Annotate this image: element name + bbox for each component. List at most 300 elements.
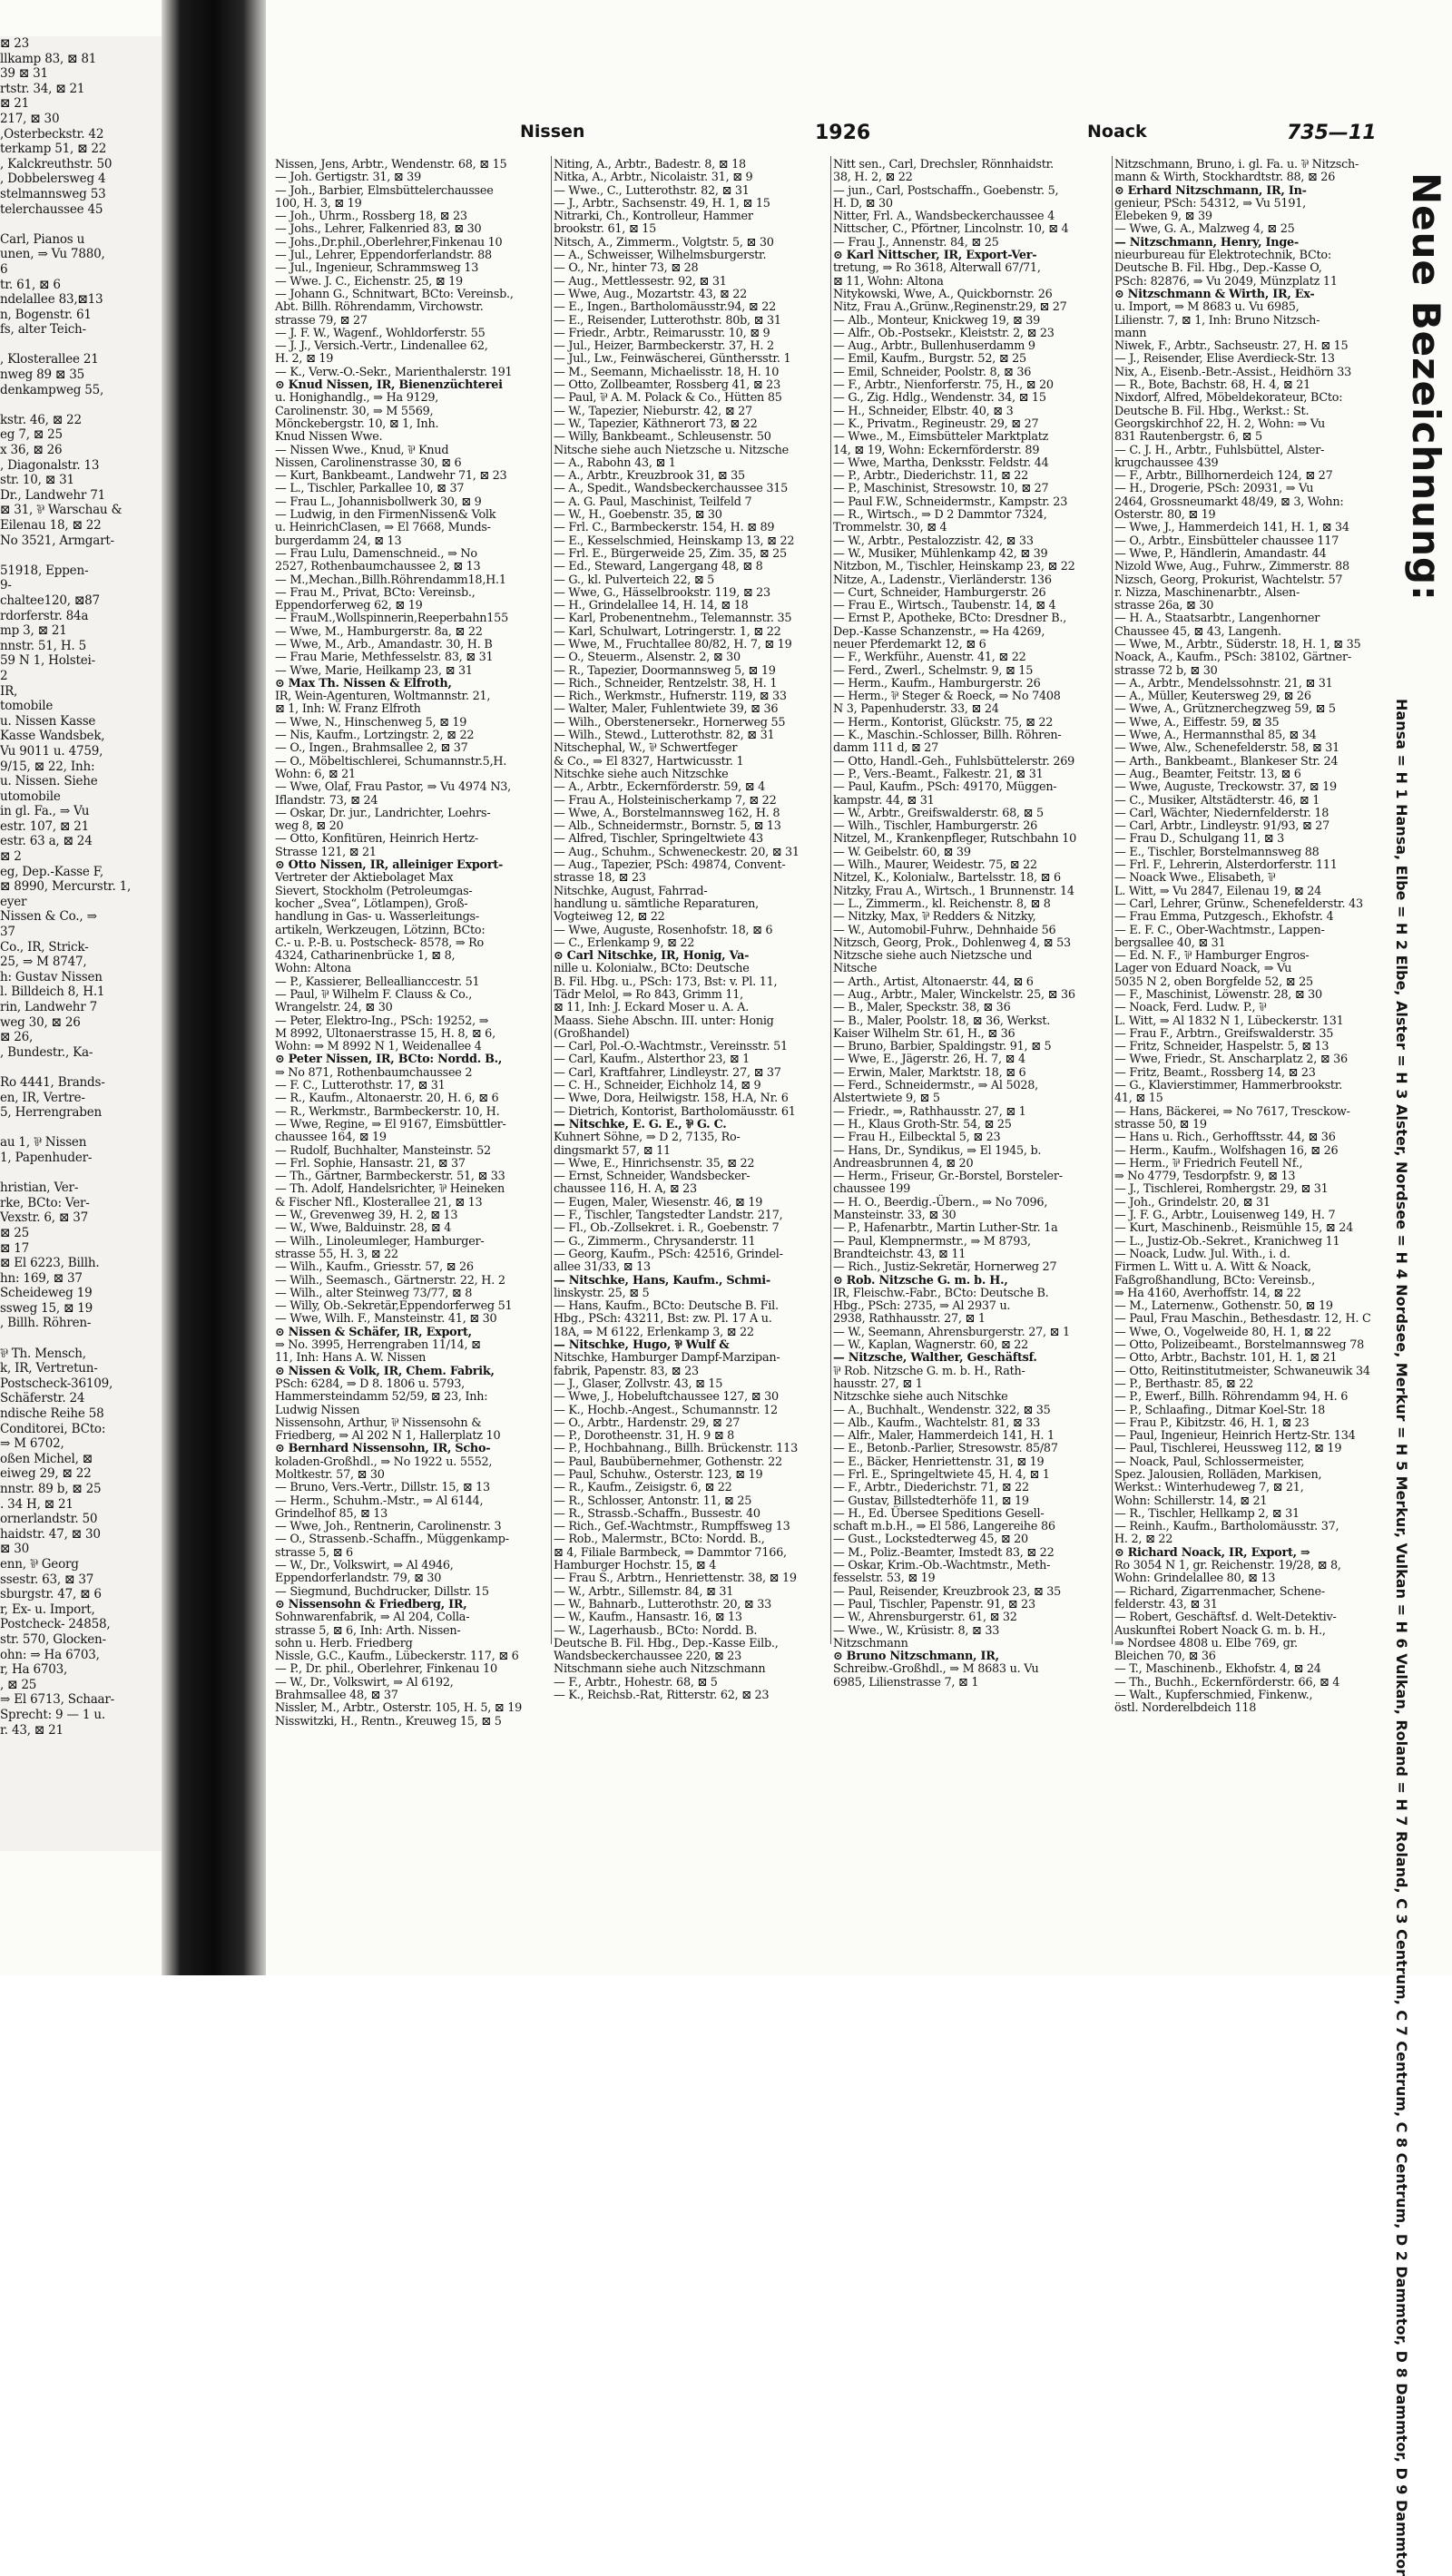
directory-entry-line: & Fischer Nfl., Klosterallee 21, ⊠ 13: [275, 1195, 483, 1210]
previous-page-line: chaltee120, ⊠87: [0, 593, 100, 608]
previous-page-line: Scheideweg 19: [0, 1286, 93, 1301]
directory-entry-line: — Herm., Friseur, Gr.-Borstel, Borsteler-: [833, 1170, 1063, 1184]
directory-entry-line: — Noack, Ferd. Ludw. P., ⅌: [1114, 1001, 1267, 1015]
previous-page-line: Kasse Wandsbek,: [0, 729, 105, 744]
directory-entry-line: — Alfr., Ob.-Postsekr., Kleiststr. 2, ⊠ 23: [833, 326, 1055, 340]
previous-page-line: rke, BCto: Ver-: [0, 1195, 90, 1210]
previous-page-line: denkampweg 55,: [0, 382, 104, 397]
previous-page-line: Vu 9011 u. 4759,: [0, 743, 103, 759]
previous-page-line: [0, 548, 162, 563]
previous-page-line: 39 ⊠ 31: [0, 66, 48, 82]
directory-entry-line: fabrik, Papenstr. 83, ⊠ 23: [554, 1364, 699, 1378]
directory-entry-line: — Joh., Barbier, Elmsbüttelerchaussee: [275, 183, 494, 198]
directory-entry-line: Nitschke, August, Fahrrad-: [554, 884, 708, 898]
previous-page-line: ⇒ El 6713, Schaar-: [0, 1692, 115, 1708]
directory-entry-line: — F., Arbtr., Diederichstr. 71, ⊠ 22: [833, 1481, 1029, 1495]
book-gutter: [162, 0, 266, 1975]
directory-entry-line: ⅌ Rob. Nitzsche G. m. b. H., Rath-: [833, 1364, 1025, 1378]
directory-entry-line: tretung, ⇒ Ro 3618, Alterwall 67/71,: [833, 261, 1041, 276]
directory-entry-line: strasse 5, ⊠ 6, Inh: Arth. Nissen-: [275, 1623, 461, 1638]
directory-entry-line: — Walt., Kupferschmied, Finkenw.,: [1114, 1689, 1313, 1703]
directory-entry-line: Georgskirchhof 22, H. 2, Wohn: ⇒ Vu: [1114, 416, 1326, 431]
previous-page-line: nnstr. 89 b, ⊠ 25: [0, 1482, 102, 1496]
directory-entry-line: — L., Zimmerm., kl. Reichenstr. 8, ⊠ 8: [833, 896, 1051, 911]
directory-entry-line: — Joh., Uhrm., Rossberg 18, ⊠ 23: [275, 210, 467, 224]
directory-entry-line: — Herm., ⅌ Steger & Roeck, ⇒ No 7408: [833, 690, 1061, 704]
previous-page-line: 37: [0, 925, 15, 940]
directory-entry-line: — E., Reisender, Lutterothstr. 80b, ⊠ 31: [554, 313, 781, 328]
directory-entry-line: chaussee 116, H. A, ⊠ 23: [554, 1182, 697, 1197]
directory-entry-line: — Otto, Reitinstitutmeister, Schwaneuwik 34: [1114, 1364, 1370, 1378]
directory-entry-line: — Karl, Schulwart, Lotringerstr. 1, ⊠ 22: [554, 624, 781, 639]
directory-entry-line: 41, ⊠ 15: [1114, 1092, 1163, 1106]
directory-entry-line: Nitze, A., Ladenstr., Vierländerstr. 136: [833, 573, 1052, 587]
directory-entry-line: — Hans, Kaufm., BCto: Deutsche B. Fil.: [554, 1299, 779, 1314]
directory-entry-line: 2464, Grossneumarkt 48/49, ⊠ 3, Wohn:: [1114, 495, 1344, 509]
directory-entry-line: Sievert, Stockholm (Petroleumgas-: [275, 884, 473, 898]
directory-entry-line: — H. A., Staatsarbtr., Langenhorner: [1114, 612, 1320, 626]
previous-page-line: Co., IR, Strick-: [0, 939, 89, 955]
directory-entry-line: — Paul, Reisender, Kreuzbrook 23, ⊠ 35: [833, 1584, 1062, 1599]
directory-entry-line: — Th., Gärtner, Barmbeckerstr. 51, ⊠ 33: [275, 1170, 505, 1184]
directory-entry-line: Nitzbon, M., Tischler, Heinskamp 23, ⊠ 22: [833, 560, 1075, 574]
previous-page-line: 5, Herrengraben: [0, 1105, 102, 1121]
directory-entry-line: Hbg., PSch: 43211, Bst: zw. Pl. 17 A u.: [554, 1312, 772, 1327]
directory-entry-line: Hammersteindamm 52/59, ⊠ 23, Inh:: [275, 1390, 488, 1405]
directory-entry-line: Hbg., PSch: 2735, ⇒ Al 2937 u.: [833, 1299, 1011, 1314]
directory-entry-line: — Arth., Bankbeamt., Blankeser Str. 24: [1114, 754, 1339, 769]
directory-entry-line: — Willy, Ob.-Sekretär,Eppendorferweg 51: [275, 1299, 513, 1314]
directory-entry-line: — J., Glaser, Zollvstr. 43, ⊠ 15: [554, 1376, 723, 1391]
directory-entry-line: — W., Arbtr., Pestalozzistr. 42, ⊠ 33: [833, 534, 1034, 548]
directory-entry-line: brookstr. 61, ⊠ 15: [554, 222, 657, 237]
directory-entry-line: ⊙ Knud Nissen, IR, Bienenzüchterei: [275, 378, 503, 393]
directory-entry-line: Wohn: ⇒ M 8992 N 1, Weidenallee 4: [275, 1040, 482, 1054]
directory-entry-line: 2527, Rothenbaumchaussee 2, ⊠ 13: [275, 560, 481, 574]
directory-entry-line: — Frl. C., Barmbeckerstr. 154, H. ⊠ 89: [554, 521, 775, 535]
directory-entry-line: — W., Wwe, Balduinstr. 28, ⊠ 4: [275, 1221, 452, 1236]
directory-entry-line: — R., Kaufm., Altonaerstr. 20, H. 6, ⊠ 6: [275, 1092, 499, 1106]
directory-entry-line: — Wwe, Joh., Rentnerin, Carolinenstr. 3: [275, 1520, 502, 1534]
previous-page-line: u. Nissen Kasse: [0, 713, 96, 729]
directory-entry-line: Nitschke, Hamburger Dampf-Marzipan-: [554, 1351, 780, 1366]
directory-entry-line: — P., Maschinist, Stresowstr. 10, ⊠ 27: [833, 482, 1049, 496]
previous-page-line: nnstr. 51, H. 5: [0, 638, 87, 653]
directory-entry-line: — Nitschke, Hugo, ⅌ Wulf &: [554, 1338, 730, 1353]
previous-page-line: [0, 397, 162, 413]
directory-entry-line: — R., Tischler, Hellkamp 2, ⊠ 31: [1114, 1506, 1300, 1521]
previous-page-line: ⊠ 2: [0, 849, 22, 865]
directory-entry-line: linskystr. 25, ⊠ 5: [554, 1286, 650, 1300]
directory-entry-line: ⇒ No 871, Rothenbaumchaussee 2: [275, 1065, 473, 1080]
previous-page-line: 25, ⇒ M 8747,: [0, 955, 87, 970]
directory-entry-line: — Otto, Arbtr., Bachstr. 101, H. 1, ⊠ 21: [1114, 1351, 1338, 1366]
directory-entry-line: — Willy, Bankbeamt., Schleusenstr. 50: [554, 430, 771, 445]
directory-entry-line: nille u. Kolonialw., BCto: Deutsche: [554, 962, 750, 976]
directory-entry-line: — H., Klaus Groth-Str. 54, ⊠ 25: [833, 1117, 1012, 1131]
directory-entry-line: Kaiser Wilhelm Str. 61, H., ⊠ 36: [833, 1026, 1015, 1041]
previous-page-line: stelmannsweg 53: [0, 186, 106, 201]
directory-entry-line: Deutsche B. Fil. Hbg., Dep.-Kasse O,: [1114, 261, 1322, 276]
directory-entry-line: Mönckebergstr. 10, ⊠ 1, Inh.: [275, 416, 439, 431]
previous-page-line: hristian, Ver-: [0, 1180, 79, 1196]
previous-page-line: r, Ha 6703,: [0, 1662, 68, 1678]
previous-page-line: ⊠ 31, ⅌ Warschau &: [0, 503, 123, 518]
previous-page-line: IR,: [0, 683, 18, 699]
directory-entry-line: — G., Zimmerm., Chrysanderstr. 11: [554, 1234, 756, 1249]
header-year: 1926: [815, 122, 871, 144]
directory-entry-line: Knud Nissen Wwe.: [275, 430, 383, 445]
directory-entry-line: — P., Hafenarbtr., Martin Luther-Str. 1a: [833, 1221, 1058, 1236]
directory-entry-line: — Frau J., Annenstr. 84, ⊠ 25: [833, 235, 999, 250]
previous-page-line: ⊠ 25: [0, 1225, 29, 1240]
directory-entry-line: u. Honighandlg., ⇒ Ha 9129,: [275, 391, 439, 406]
directory-entry-line: — Ludwig, in den FirmenNissen& Volk: [275, 508, 496, 523]
directory-entry-line: — P., Dr. phil., Oberlehrer, Finkenau 10: [275, 1662, 497, 1677]
directory-entry-line: — Siegmund, Buchdrucker, Dillstr. 15: [275, 1584, 489, 1599]
directory-entry-line: u. Import, ⇒ M 8683 u. Vu 6985,: [1114, 300, 1300, 315]
directory-entry-line: Nissle, G.C., Kaufm., Lübeckerstr. 117, ⊠ 6: [275, 1650, 519, 1664]
directory-entry-line: — Th. Adolf, Handelsrichter, ⅌ Heineken: [275, 1182, 505, 1197]
directory-entry-line: 2938, Rathhausstr. 27, ⊠ 1: [833, 1312, 986, 1327]
directory-entry-line: — Noack, Ludw. Jul. With., i. d.: [1114, 1247, 1290, 1261]
directory-entry-line: — M., Seemann, Michaelisstr. 18, H. 10: [554, 365, 780, 379]
directory-entry-line: — Paul, Baubübernehmer, Gothenstr. 22: [554, 1455, 782, 1469]
directory-entry-line: ⇒ No. 3995, Herrengraben 11/14, ⊠: [275, 1338, 481, 1353]
previous-page-line: eg, Dep.-Kasse F,: [0, 864, 103, 879]
directory-entry-line: — Frau Marie, Methfesselstr. 83, ⊠ 31: [275, 651, 494, 665]
directory-entry-line: Nitzschmann, Bruno, i. gl. Fa. u. ⅌ Nitzsch-: [1114, 158, 1359, 171]
directory-entry-line: — Frau A., Holsteinischerkamp 7, ⊠ 22: [554, 793, 777, 808]
directory-entry-line: strasse 72 b, ⊠ 30: [1114, 663, 1218, 678]
directory-entry-line: — Kurt, Bankbeamt., Landwehr 71, ⊠ 23: [275, 469, 507, 484]
directory-entry-line: u. HeinrichClasen, ⇒ El 7668, Munds-: [275, 521, 491, 535]
directory-entry-line: — W., Arbtr., Greifswalderstr. 68, ⊠ 5: [833, 806, 1044, 820]
directory-entry-line: — Noack, Paul, Schlossermeister,: [1114, 1455, 1305, 1469]
directory-entry-line: Schreibw.-Großhdl., ⇒ M 8683 u. Vu: [833, 1662, 1039, 1677]
directory-entry-line: — Paul, Schuhw., Osterstr. 123, ⊠ 19: [554, 1467, 763, 1482]
directory-entry-line: ⊙ Bernhard Nissensohn, IR, Scho-: [275, 1442, 491, 1456]
directory-entry-line: — W., Kaplan, Wagnerstr. 60, ⊠ 22: [833, 1338, 1029, 1353]
directory-entry-line: Friedberg, ⇒ Al 202 N 1, Hallerplatz 10: [275, 1429, 501, 1444]
directory-entry-line: Lager von Eduard Noack, ⇒ Vu: [1114, 962, 1292, 976]
directory-entry-line: 831 Rautenbergstr. 6, ⊠ 5: [1114, 430, 1262, 445]
directory-entry-line: — R., Wirtsch., ⇒ D 2 Dammtor 7324,: [833, 508, 1047, 523]
directory-entry-line: — R., Bote, Bachstr. 68, H. 4, ⊠ 21: [1114, 378, 1310, 393]
directory-column-4: [1114, 158, 1385, 1716]
directory-entry-line: — Paul, Kaufm., PSch: 49170, Müggen-: [833, 780, 1057, 795]
directory-entry-line: krugchaussee 439: [1114, 455, 1219, 470]
directory-entry-line: Deutsche B. Fil. Hbg., Dep.-Kasse Eilb.,: [554, 1636, 779, 1650]
directory-entry-line: — Peter, Elektro-Ing., PSch: 19252, ⇒: [275, 1014, 489, 1028]
directory-entry-line: — Frau F., Arbtrn., Greifswalderstr. 35: [1114, 1026, 1334, 1041]
previous-page-line: No 3521, Armgart-: [0, 533, 114, 548]
directory-entry-line: — Wwe, M., Fruchtallee 80/82, H. 7, ⊠ 19: [554, 637, 792, 651]
directory-entry-line: Nitrarki, Ch., Kontrolleur, Hammer: [554, 210, 753, 224]
directory-entry-line: — F., Werkführ., Auenstr. 41, ⊠ 22: [833, 651, 1026, 665]
previous-page-line: str. 570, Glocken-: [0, 1631, 106, 1647]
directory-entry-line: — Bruno, Barbier, Spaldingstr. 91, ⊠ 5: [833, 1040, 1052, 1054]
previous-page-line: r. 43, ⊠ 21: [0, 1722, 64, 1738]
previous-page-line: terkamp 51, ⊠ 22: [0, 142, 107, 157]
directory-entry-line: Eppendorferweg 62, ⊠ 19: [275, 599, 423, 613]
directory-entry-line: — Erwin, Maler, Marktstr. 18, ⊠ 6: [833, 1065, 1026, 1080]
directory-entry-line: ⇒ Nordsee 4808 u. Elbe 769, gr.: [1114, 1636, 1298, 1650]
directory-entry-line: — Frau H., Eilbecktal 5, ⊠ 23: [833, 1131, 1001, 1145]
previous-page-line: 6: [0, 261, 8, 277]
directory-entry-line: — Herm., ⅌ Friedrich Feutell Nf.,: [1114, 1156, 1303, 1170]
directory-entry-line: B. Fil. Hbg. u., PSch: 173, Bst: v. Pl. 11,: [554, 975, 778, 989]
previous-page-line: Postcheck- 24858,: [0, 1617, 111, 1632]
directory-entry-line: Bleichen 70, ⊠ 36: [1114, 1650, 1216, 1664]
directory-entry-line: — C., Erlenkamp 9, ⊠ 22: [554, 935, 695, 950]
directory-entry-line: — E., Kesselschmied, Heinskamp 13, ⊠ 22: [554, 534, 795, 548]
directory-entry-line: Nizsch, Georg, Prokurist, Wachtelstr. 57: [1114, 573, 1343, 587]
directory-entry-line: — Wwe, Marie, Heilkamp 23, ⊠ 31: [275, 663, 473, 678]
previous-page-fragment: [0, 36, 162, 1851]
previous-page-line: eg 7, ⊠ 25: [0, 427, 63, 443]
directory-entry-line: — Fritz, Beamt., Rossberg 14, ⊠ 23: [1114, 1065, 1316, 1080]
previous-page-line: [0, 1121, 162, 1136]
directory-entry-line: — Wwe, M., Arbtr., Süderstr. 18, H. 1, ⊠ 35: [1114, 637, 1361, 651]
previous-page-line: estr. 63 a, ⊠ 24: [0, 834, 93, 849]
directory-entry-line: — W., Lagerhausb., BCto: Nordd. B.: [554, 1623, 758, 1638]
previous-page-line: [0, 338, 162, 353]
directory-entry-line: — Paul F.W., Schneidermstr., Kampstr. 23: [833, 495, 1068, 509]
directory-entry-line: Kuhnert Söhne, ⇒ D 2, 7135, Ro-: [554, 1131, 741, 1145]
directory-entry-line: — J. J., Versich.-Vertr., Lindenallee 62,: [275, 339, 488, 354]
previous-page-line: 59 N 1, Holstei-: [0, 653, 95, 669]
directory-entry-line: Nixdorf, Alfred, Möbeldekorateur, BCto:: [1114, 391, 1343, 406]
directory-entry-line: — Aug., Arbtr., Maler, Winckelstr. 25, ⊠ 36: [833, 988, 1075, 1002]
directory-entry-line: — Hans, Dr., Syndikus, ⇒ El 1945, b.: [833, 1143, 1042, 1158]
column-rule: [830, 156, 831, 1644]
directory-entry-line: — Ed. N. F., ⅌ Hamburger Engros-: [1114, 949, 1310, 964]
directory-entry-line: — Wilh., Kaufm., Griesstr. 57, ⊠ 26: [275, 1260, 474, 1275]
directory-entry-line: Nitzel, K., Kolonialw., Bartelsstr. 18, ⊠ 6: [833, 871, 1061, 886]
directory-entry-line: — W., Dr., Volkswirt, ⇒ Al 4946,: [275, 1559, 454, 1573]
directory-entry-line: — Rich., Gef.-Wachtmstr., Rumpffsweg 13: [554, 1520, 790, 1534]
directory-entry-line: Grindelhof 85, ⊠ 13: [275, 1506, 388, 1521]
directory-entry-line: — Alb., Monteur, Knickweg 19, ⊠ 39: [833, 313, 1041, 328]
directory-entry-line: — Aug., Mettlessestr. 92, ⊠ 31: [554, 274, 727, 289]
directory-entry-line: L. Witt, ⇒ Al 1832 N 1, Lübeckerstr. 131: [1114, 1014, 1344, 1028]
directory-entry-line: — Frl. Sophie, Hansastr. 21, ⊠ 37: [275, 1156, 466, 1170]
directory-entry-line: Ro 3054 N 1, gr. Reichenstr. 19/28, ⊠ 8,: [1114, 1559, 1341, 1573]
directory-entry-line: Maass. Siehe Abschn. III. unter: Honig: [554, 1014, 774, 1028]
directory-entry-line: — R., Werkmstr., Barmbeckerstr. 10, H.: [275, 1104, 500, 1119]
directory-entry-line: — P., Arbtr., Diederichstr. 11, ⊠ 22: [833, 469, 1029, 484]
directory-entry-line: — O., Arbtr., Hardenstr. 29, ⊠ 27: [554, 1415, 741, 1430]
directory-entry-line: schaft m.b.H., ⇒ El 586, Langereihe 86: [833, 1520, 1055, 1534]
directory-entry-line: — Wwe, Alw., Schenefelderstr. 58, ⊠ 31: [1114, 741, 1340, 756]
directory-entry-line: — Emil, Schneider, Poolstr. 8, ⊠ 36: [833, 365, 1032, 379]
directory-entry-line: — K., Verw.-O.-Sekr., Marienthalerstr. 191: [275, 365, 513, 379]
directory-entry-line: — Frau L., Johannisbollwerk 30, ⊠ 9: [275, 495, 482, 509]
previous-page-line: 9/15, ⊠ 22, Inh:: [0, 759, 95, 774]
directory-entry-line: — M.,Mechan.,Billh.Röhrendamm18,H.1: [275, 573, 506, 587]
previous-page-line: telerchaussee 45: [0, 201, 103, 217]
directory-entry-line: — Wilh., Stewd., Lutterothstr. 82, ⊠ 31: [554, 729, 775, 743]
directory-entry-line: — L., Tischler, Parkallee 10, ⊠ 37: [275, 482, 465, 496]
directory-entry-line: Nitsche siehe auch Nietzsche u. Nitzsche: [554, 443, 789, 457]
directory-entry-line: — Herm., Schuhm.-Mstr., ⇒ Al 6144,: [275, 1494, 484, 1508]
previous-page-line: rtstr. 34, ⊠ 21: [0, 81, 85, 96]
directory-entry-line: strasse 50, ⊠ 19: [1114, 1117, 1207, 1131]
previous-page-line: ornerlandstr. 50: [0, 1512, 98, 1527]
directory-entry-line: — Alfred, Tischler, Springeltwiete 43: [554, 832, 763, 847]
directory-entry-line: — Wwe, A., Eiffestr. 59, ⊠ 35: [1114, 715, 1280, 730]
directory-entry-line: — Wwe, G., Hässelbrookstr. 119, ⊠ 23: [554, 585, 770, 600]
directory-entry-line: strasse 55, H. 3, ⊠ 22: [275, 1247, 398, 1261]
directory-entry-line: — E., Betonb.-Parlier, Stresowstr. 85/87: [833, 1442, 1058, 1456]
directory-entry-line: burgerdamm 24, ⊠ 13: [275, 534, 402, 548]
directory-entry-line: — Aug., Arbtr., Bullenhuserdamm 9: [833, 339, 1035, 354]
directory-entry-line: ⇒ Ha 4160, Averhoffstr. 14, ⊠ 22: [1114, 1286, 1301, 1300]
directory-entry-line: — J., Arbtr., Sachsenstr. 49, H. 1, ⊠ 15: [554, 196, 770, 211]
directory-entry-line: koladen-Großhdl., ⇒ No 1922 u. 5552,: [275, 1455, 493, 1469]
directory-entry-line: ⊙ Max Th. Nissen & Elfroth,: [275, 676, 452, 691]
directory-entry-line: ⊙ Nissensohn & Friedberg, IR,: [275, 1597, 467, 1611]
directory-entry-line: — Rob., Malermstr., BCto: Nordd. B.,: [554, 1533, 765, 1547]
directory-entry-line: — Nitzschmann, Henry, Inge-: [1114, 235, 1299, 250]
directory-entry-line: Osterstr. 80, ⊠ 19: [1114, 508, 1216, 523]
directory-entry-line: — Oskar, Krim.-Ob.-Wachtmstr., Meth-: [833, 1559, 1051, 1573]
directory-entry-line: strasse 18, ⊠ 23: [554, 871, 646, 886]
previous-page-line: . 34 H, ⊠ 21: [0, 1496, 74, 1512]
previous-page-line: , ⊠ 25: [0, 1677, 37, 1692]
directory-entry-line: — K., Maschin.-Schlosser, Billh. Röhren-: [833, 729, 1062, 743]
directory-entry-line: — K., Privatm., Regineustr. 29, ⊠ 27: [833, 416, 1039, 431]
directory-entry-line: Auskunftei Robert Noack G. m. b. H.,: [1114, 1623, 1326, 1638]
directory-entry-line: — Carl, Kaufm., Alsterthor 23, ⊠ 1: [554, 1053, 750, 1067]
previous-page-line: k, IR, Vertretun-: [0, 1361, 98, 1376]
directory-entry-line: — Herm., Kontorist, Glückstr. 75, ⊠ 22: [833, 715, 1054, 730]
directory-entry-line: — Wwe, N., Hinschenweg 5, ⊠ 19: [275, 715, 467, 730]
directory-entry-line: — O., Ingen., Brahmsallee 2, ⊠ 37: [275, 741, 468, 756]
previous-page-line: ⊠ 17: [0, 1240, 29, 1256]
directory-entry-line: — Nissen Wwe., Knud, ⅌ Knud: [275, 443, 449, 457]
directory-entry-line: Wandsbeckerchaussee 220, ⊠ 23: [554, 1650, 742, 1664]
previous-page-line: ⊠ 26,: [0, 1030, 34, 1045]
directory-entry-line: — Wwe, E., Jägerstr. 26, H. 7, ⊠ 4: [833, 1053, 1025, 1067]
previous-page-line: 217, ⊠ 30: [0, 111, 60, 126]
directory-entry-line: — Wwe, Friedr., St. Anscharplatz 2, ⊠ 36: [1114, 1053, 1348, 1067]
directory-entry-line: IR, Wein-Agenturen, Woltmannstr. 21,: [275, 690, 491, 704]
directory-entry-line: ⊙ Erhard Nitzschmann, IR, In-: [1114, 183, 1307, 198]
previous-page-line: estr. 107, ⊠ 21: [0, 818, 90, 834]
header-right-word: Noack: [1087, 122, 1147, 142]
directory-entry-line: — Frau Emma, Putzgesch., Ekhofstr. 4: [1114, 910, 1334, 925]
previous-page-line: ⇒ M 6702,: [0, 1436, 64, 1452]
directory-entry-line: — Wilh., alter Steinweg 73/77, ⊠ 8: [275, 1286, 473, 1300]
directory-entry-line: — A., Müller, Keutersweg 29, ⊠ 26: [1114, 690, 1311, 704]
directory-entry-line: — Paul, Klempnermstr., ⇒ M 8793,: [833, 1234, 1031, 1249]
directory-entry-line: Alstertwiete 9, ⊠ 5: [833, 1092, 940, 1106]
directory-entry-line: — Wwe, Regine, ⇒ El 9167, Eimsbüttler-: [275, 1117, 506, 1131]
directory-entry-line: — O., Strassenb.-Schaffn., Müggenkamp-: [275, 1533, 509, 1547]
previous-page-line: Conditorei, BCto:: [0, 1421, 106, 1436]
directory-entry-line: — Frau S., Arbtrn., Henriettenstr. 38, ⊠ 19: [554, 1572, 797, 1586]
previous-page-line: in gl. Fa., ⇒ Vu: [0, 804, 90, 819]
directory-entry-line: — Wilh., Tischler, Hamburgerstr. 26: [833, 819, 1037, 834]
previous-page-line: ssestr. 63, ⊠ 37: [0, 1572, 94, 1587]
directory-entry-line: Tädr Melol, ⇒ Ro 843, Grimm 11,: [554, 988, 744, 1002]
directory-entry-line: Nisswitzki, H., Rentn., Kreuweg 15, ⊠ 5: [275, 1714, 502, 1729]
previous-page-line: Nissen & Co., ⇒: [0, 909, 97, 925]
directory-entry-line: — Herm., Kaufm., Hamburgerstr. 26: [833, 676, 1041, 691]
directory-entry-line: — Wwe, Wilh. F., Mansteinstr. 41, ⊠ 30: [275, 1312, 497, 1327]
directory-entry-line: — Walter, Maler, Fuhlentwiete 39, ⊠ 36: [554, 702, 779, 717]
previous-page-line: unen, ⇒ Vu 7880,: [0, 247, 105, 262]
directory-entry-line: Noack, A., Kaufm., PSch: 38102, Gärtner-: [1114, 651, 1351, 665]
previous-page-line: [0, 1166, 162, 1181]
directory-entry-line: — Aug., Tapezier, PSch: 49874, Convent-: [554, 858, 786, 873]
directory-entry-line: — F., Arbtr., Hohestr. 68, ⊠ 5: [554, 1675, 718, 1690]
directory-entry-line: — Wilh., Oberstenersekr., Hornerweg 55: [554, 715, 786, 730]
directory-entry-line: — Robert, Geschäftsf. d. Welt-Detektiv-: [1114, 1611, 1337, 1625]
directory-entry-line: — Aug., Beamter, Feitstr. 13, ⊠ 6: [1114, 767, 1301, 781]
directory-entry-line: — Nitschke, Hans, Kaufm., Schmi-: [554, 1273, 770, 1288]
directory-entry-line: — Dietrich, Kontorist, Bartholomäusstr. 61: [554, 1104, 796, 1119]
directory-entry-line: — F., Arbtr., Nienforferstr. 75, H., ⊠ 20: [833, 378, 1054, 393]
directory-entry-line: — C., Musiker, Altstädterstr. 46, ⊠ 1: [1114, 793, 1320, 808]
directory-entry-line: Nitschke siehe auch Nitzschke: [554, 767, 729, 781]
directory-entry-line: Nissen, Jens, Arbtr., Wendenstr. 68, ⊠ 15: [275, 158, 507, 171]
directory-entry-line: — W., Kaufm., Hansastr. 16, ⊠ 13: [554, 1611, 742, 1625]
previous-page-line: n, Bogenstr. 61: [0, 307, 92, 322]
directory-entry-line: H. 2, ⊠ 22: [1114, 1533, 1173, 1547]
directory-entry-line: ⊠ 1, Inh: W. Franz Elfroth: [275, 702, 421, 717]
directory-entry-line: — P., Dorotheenstr. 31, H. 9 ⊠ 8: [554, 1429, 735, 1444]
directory-entry-line: chaussee 164, ⊠ 19: [275, 1131, 387, 1145]
directory-entry-line: — W., Dr., Volkswirt, ⇒ Al 6192,: [275, 1675, 454, 1690]
directory-entry-line: — W., Tapezier, Nieburstr. 42, ⊠ 27: [554, 404, 752, 418]
side-banner: [1387, 172, 1452, 2576]
directory-entry-line: — J. F. G., Arbtr., Louisenweg 149, H. 7: [1114, 1209, 1336, 1223]
directory-entry-line: ⊙ Richard Noack, IR, Export, ⇒: [1114, 1545, 1310, 1560]
directory-entry-line: — Hans, Bäckerei, ⇒ No 7617, Tresckow-: [1114, 1104, 1350, 1119]
directory-entry-line: nieurbureau für Elektrotechnik, BCto:: [1114, 249, 1331, 263]
directory-entry-line: — Wwe, Martha, Denksstr. Feldstr. 44: [833, 455, 1049, 470]
directory-entry-line: kocher „Svea“, Lötlampen), Groß-: [275, 896, 468, 911]
directory-entry-line: — Otto, Polizeibeamt., Borstelmannsweg 78: [1114, 1338, 1364, 1353]
directory-entry-line: — W., H., Goebenstr. 35, ⊠ 30: [554, 508, 722, 523]
directory-entry-line: — A., Buchhalt., Wendenstr. 322, ⊠ 35: [833, 1403, 1051, 1417]
directory-entry-line: 11, Inh: Hans A. W. Nissen: [275, 1351, 427, 1366]
side-banner-exchanges: Hansa = H 1 Hansa, Elbe = H 2 Elbe, Alster = H 3 Alster, Nordsee = H 4 Nordsee, Merkur = H 5 Merkur, Vulkan = H 6 Vulkan, Roland = H 7 Roland, C 3 Centrum, C 7 Centrum, C 8 Centrum, D 2 Dammtor, D 8 Dammtor, D 9 Dammtor: [1393, 699, 1410, 2576]
previous-page-line: tomobile: [0, 699, 54, 714]
directory-entry-line: allee 31/33, ⊠ 13: [554, 1260, 651, 1275]
directory-entry-line: — Wwe, G. A., Malzweg 4, ⊠ 25: [1114, 222, 1295, 237]
directory-entry-line: — P., Schlaafing., Ditmar Koel-Str. 18: [1114, 1403, 1325, 1417]
directory-entry-line: — P., Berthastr. 85, ⊠ 22: [1114, 1376, 1253, 1391]
directory-entry-line: — Fl., Ob.-Zollsekret. i. R., Goebenstr. 7: [554, 1221, 780, 1236]
previous-page-line: weg 30, ⊠ 26: [0, 1014, 81, 1030]
directory-entry-line: Nix, A., Eisenb.-Betr.-Assist., Heidhörn 33: [1114, 365, 1352, 379]
directory-entry-line: — Jul., Lehrer, Eppendorferlandstr. 88: [275, 249, 492, 263]
directory-entry-line: Spez. Jalousien, Rolläden, Markisen,: [1114, 1467, 1322, 1482]
directory-entry-line: ⊙ Peter Nissen, IR, BCto: Nordd. B.,: [275, 1053, 503, 1067]
directory-entry-line: Brandteichstr. 43, ⊠ 11: [833, 1247, 966, 1261]
directory-entry-line: — Bruno, Vers.-Vertr., Dillstr. 15, ⊠ 13: [275, 1481, 490, 1495]
directory-entry-line: — L., Justiz-Ob.-Sekret., Kranichweg 11: [1114, 1234, 1340, 1249]
previous-page-line: [0, 1331, 162, 1347]
previous-page-line: , Diagonalstr. 13: [0, 457, 100, 473]
previous-page-line: llkamp 83, ⊠ 81: [0, 51, 97, 66]
header-left-word: Nissen: [520, 122, 585, 142]
directory-entry-line: ⊠ 11, Wohn: Altona: [833, 274, 944, 289]
